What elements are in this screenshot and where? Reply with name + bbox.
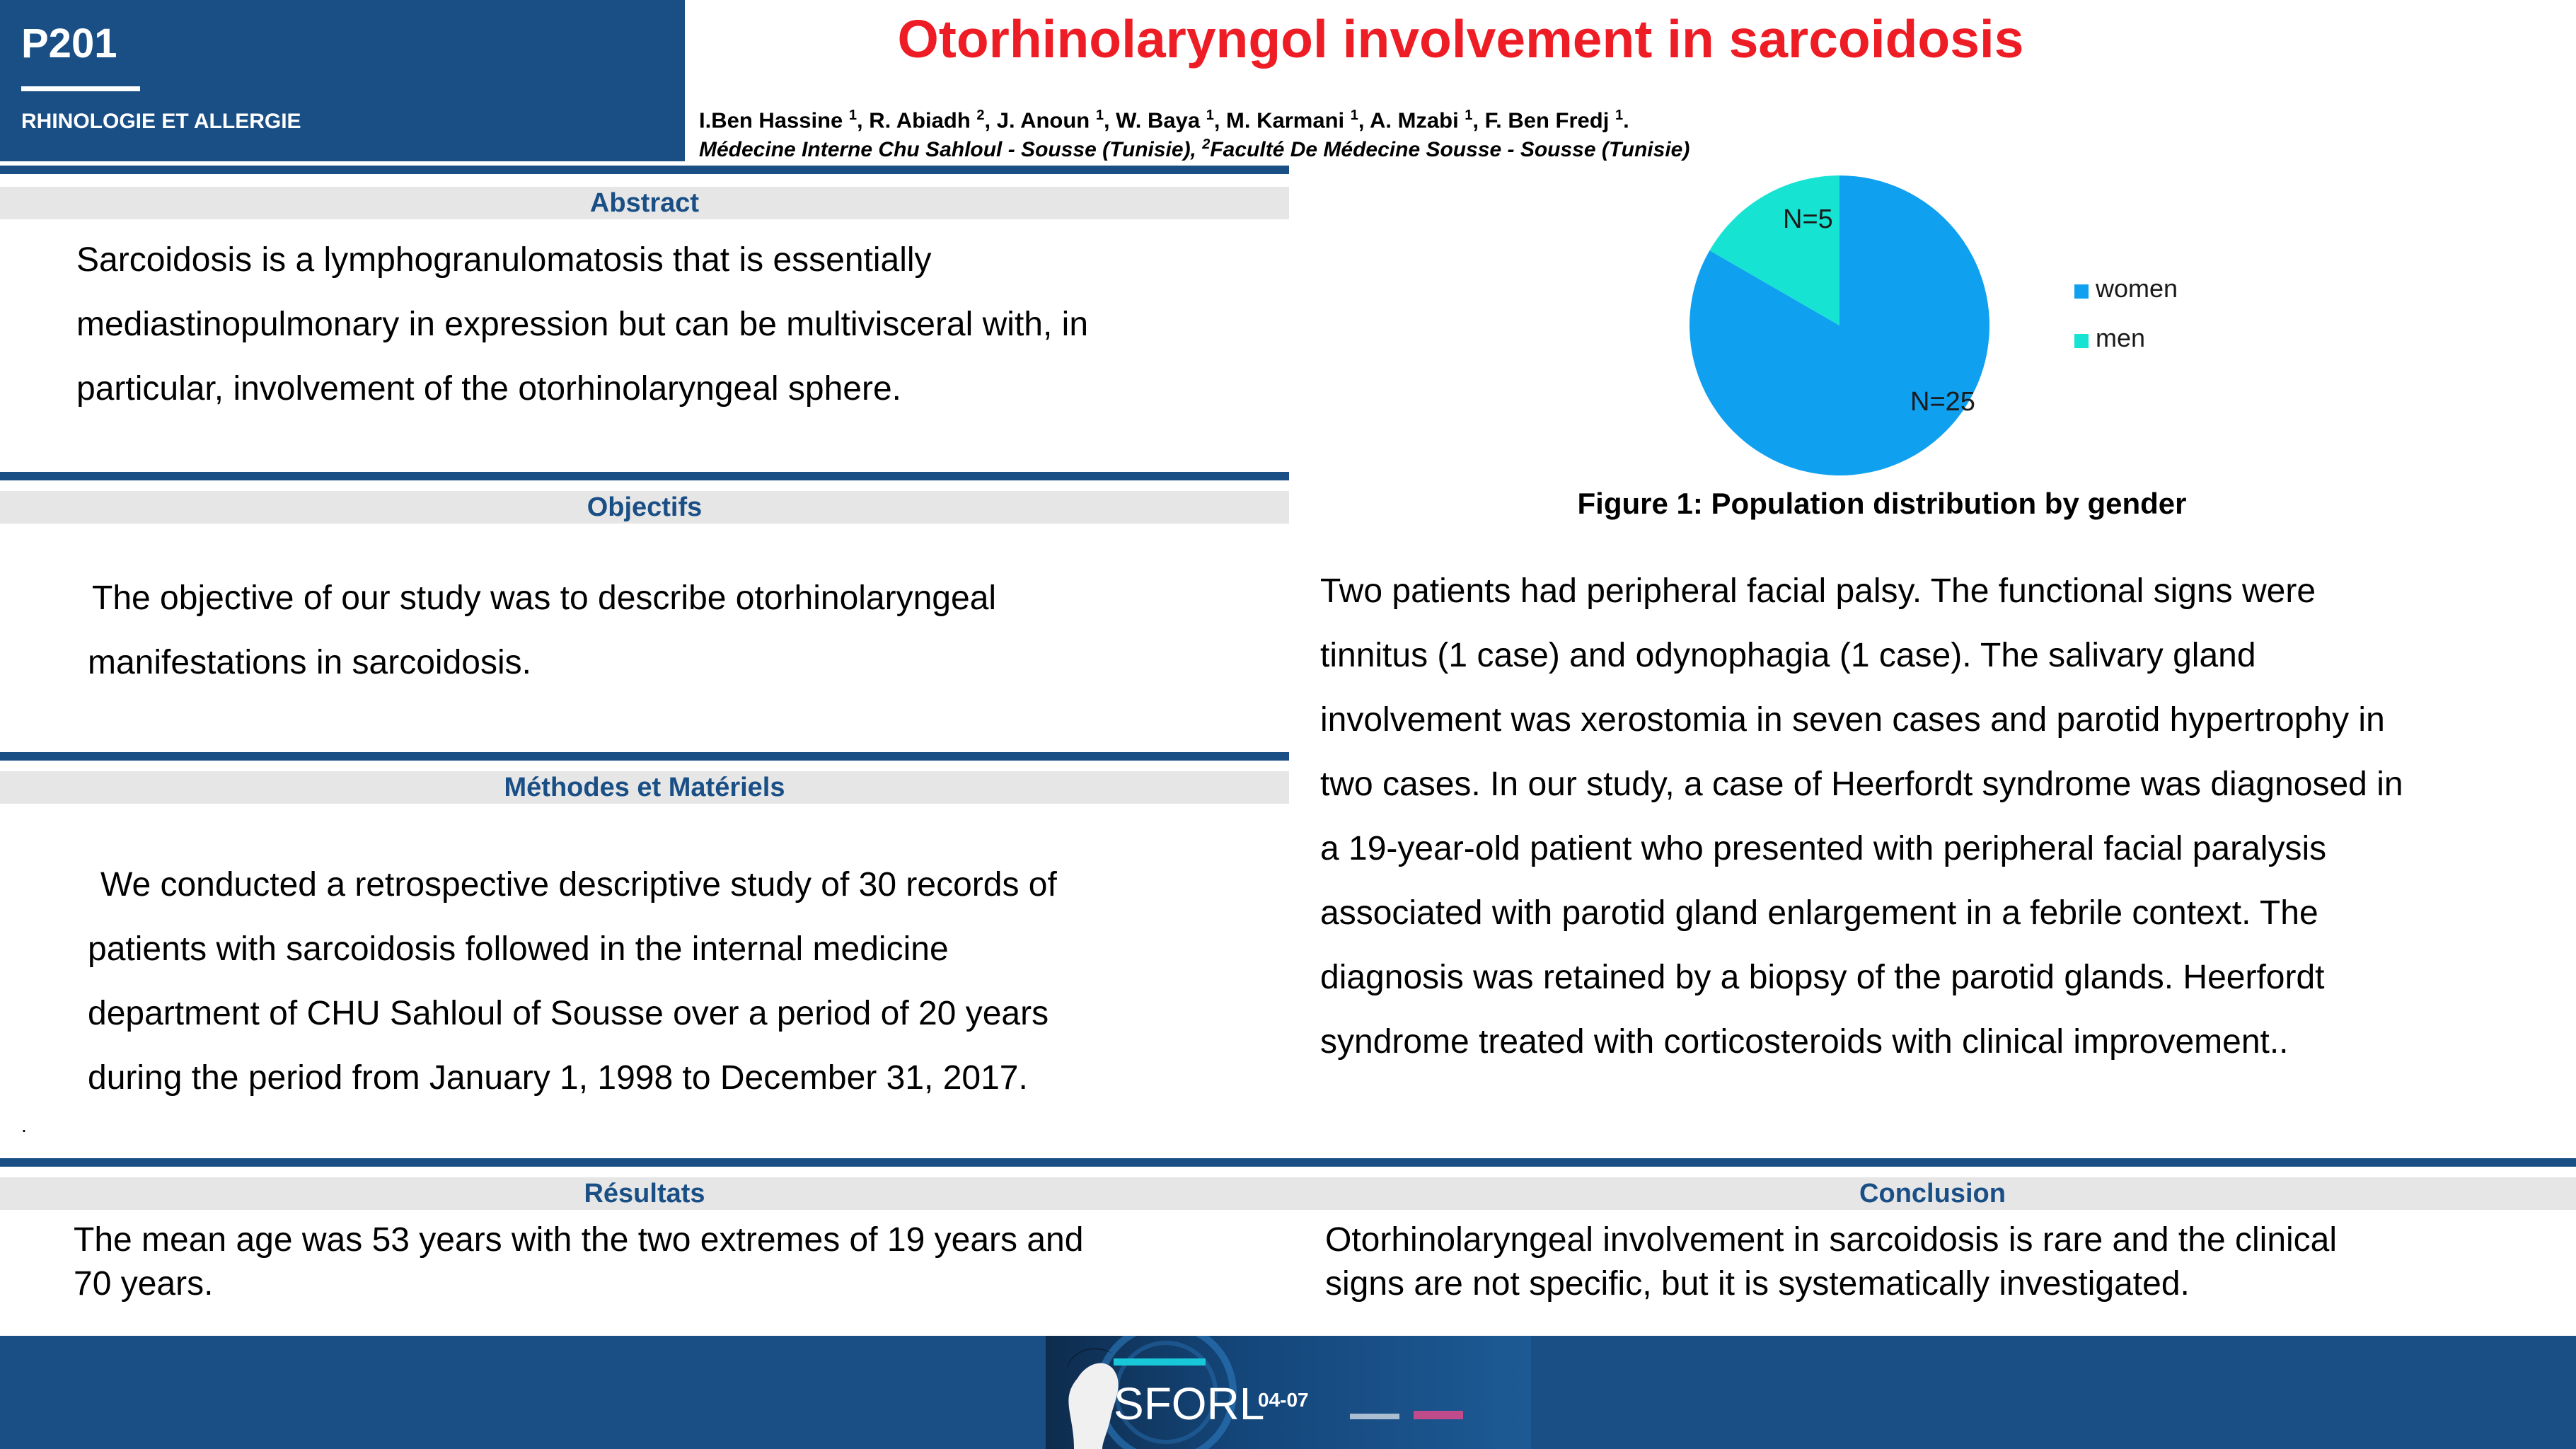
methodes-line: patients with sarcoidosis followed in the internal medicine [88, 930, 949, 968]
resultats-heading: Résultats [0, 1177, 1289, 1210]
methodes-rule [0, 752, 1289, 761]
legend-swatch-women [2074, 284, 2089, 299]
results-continued-text [1320, 559, 2565, 1074]
poster-title: Otorhinolaryngol involvement in sarcoidosis [897, 9, 2024, 69]
pie-data-label: N=5 [1783, 204, 1833, 234]
conclusion-heading: Conclusion [1289, 1177, 2576, 1210]
sforl-logo-graphic [1046, 1336, 1531, 1449]
objectifs-rule [0, 472, 1289, 480]
abstract-text [76, 228, 1279, 421]
abstract-heading: Abstract [0, 187, 1289, 219]
abstract-line: Sarcoidosis is a lymphogranulomatosis that is essentially [76, 241, 932, 279]
objectifs-heading: Objectifs [0, 491, 1289, 524]
objectifs-text [88, 566, 1276, 695]
objectifs-line: The objective of our study was to describe otorhinolaryngeal [92, 579, 997, 617]
congress-logo [1046, 1336, 1531, 1449]
poster-id-underline [21, 86, 140, 91]
methodes-heading: Méthodes et Matériels [0, 771, 1289, 804]
figure-caption: Figure 1: Population distribution by gender [1577, 487, 2187, 520]
gender-pie-chart [1670, 170, 2306, 481]
legend-label-women: women [2096, 274, 2178, 303]
resultats-line: The mean age was 53 years with the two extremes of 19 years and [74, 1221, 1084, 1259]
results-line: a 19-year-old patient who presented with peripheral facial paralysis [1320, 830, 2327, 867]
results-line: involvement was xerostomia in seven cases and parotid hypertrophy in [1320, 701, 2385, 739]
conclusion-line: Otorhinolaryngeal involvement in sarcoidosis is rare and the clinical [1325, 1221, 2338, 1259]
resultats-text [74, 1218, 1276, 1306]
results-line: associated with parotid gland enlargement in a febrile context. The [1320, 894, 2318, 932]
objectifs-line: manifestations in sarcoidosis. [88, 644, 531, 681]
methodes-line: during the period from January 1, 1998 to December 31, 2017. [88, 1059, 1028, 1097]
results-line: tinnitus (1 case) and odynophagia (1 case). The salivary gland [1320, 637, 2256, 674]
resultats-rule [0, 1158, 1289, 1167]
conclusion-text [1325, 1218, 2556, 1306]
abstract-line: particular, involvement of the otorhinolaryngeal sphere. [76, 370, 902, 408]
results-line: diagnosis was retained by a biopsy of the parotid glands. Heerfordt [1320, 959, 2325, 996]
methodes-line: We conducted a retrospective descriptive study of 30 records of [100, 866, 1057, 904]
poster-id: P201 [21, 21, 117, 67]
author-list: I.Ben Hassine $^1$, R. Abiadh $^2$, J. Anoun $^1$, W. Baya $^1$, M. Karmani $^1$, A. Mzabi $^1$, F. Ben Fredj $^1$. [699, 108, 1629, 133]
methodes-text [88, 853, 1283, 1110]
legend-label-men: men [2096, 323, 2146, 352]
stray-mark: . [21, 1114, 27, 1136]
legend-swatch-men [2074, 334, 2089, 348]
resultats-line: 70 years. [74, 1265, 214, 1303]
results-line: two cases. In our study, a case of Heerfordt syndrome was diagnosed in [1320, 766, 2403, 803]
abstract-line: mediastinopulmonary in expression but can be multivisceral with, in [76, 306, 1089, 343]
results-line: syndrome treated with corticosteroids with clinical improvement.. [1320, 1023, 2289, 1061]
conclusion-line: signs are not specific, but it is systematically investigated. [1325, 1265, 2190, 1303]
abstract-rule [0, 166, 1289, 174]
conclusion-rule [1289, 1158, 2576, 1167]
methodes-line: department of CHU Sahloul of Sousse over a period of 20 years [88, 995, 1049, 1032]
author-affiliation: Médecine Interne Chu Sahloul - Sousse (Tunisie), $^2$Faculté De Médecine Sousse - Sousse (Tunisie) [699, 137, 1690, 161]
session-category: RHINOLOGIE ET ALLERGIE [21, 110, 301, 133]
results-line: Two patients had peripheral facial palsy. The functional signs were [1320, 572, 2316, 610]
pie-data-label: N=25 [1910, 387, 1975, 417]
logo-dates: 04-07 [1258, 1389, 1309, 1411]
logo-text: SFORL [1114, 1378, 1265, 1429]
